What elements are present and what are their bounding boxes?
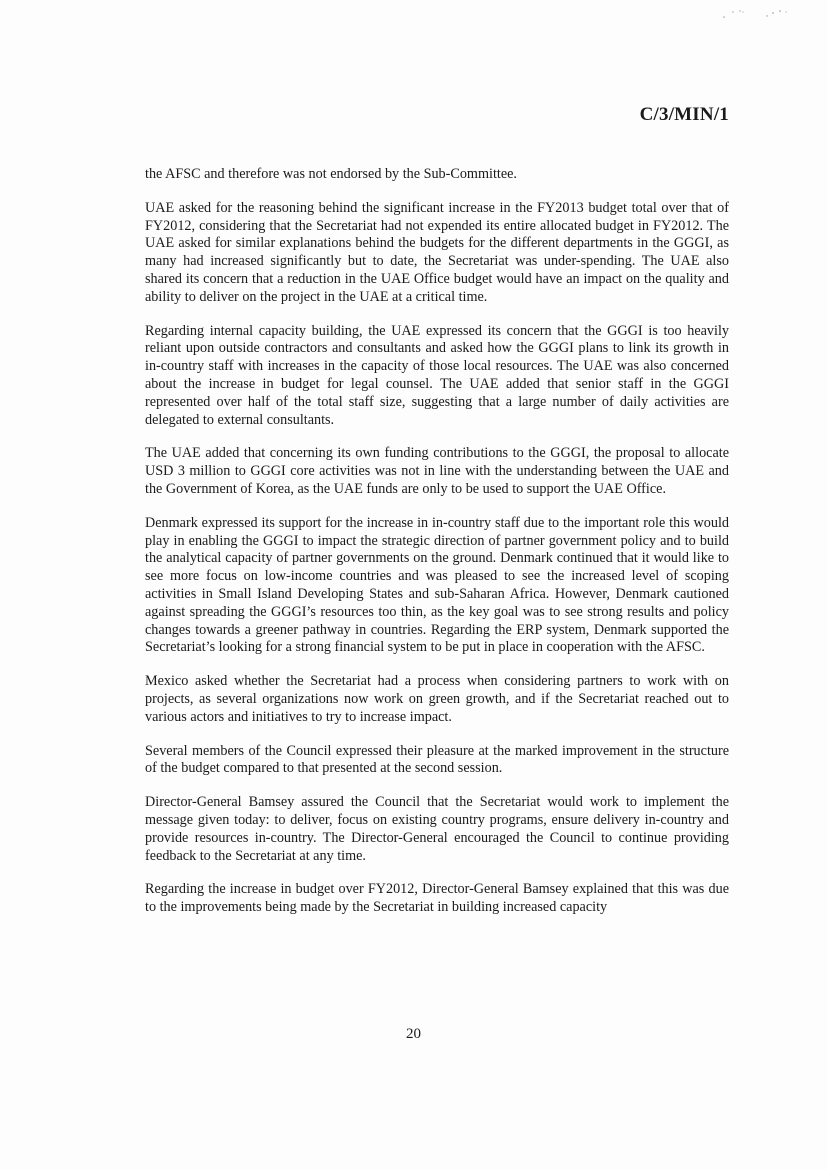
- page-number: 20: [406, 1026, 421, 1042]
- paragraph: Denmark expressed its support for the increase in in-country staff due to the important role this would play in enabling the GGGI to impact the strategic direction of partner government policy and to build the analytical capacity of partner governments on the ground. Denmark continued that it would like to see more focus on low-income countries and was pleased to see the increased level of scoping activities in Small Island Developing States and sub-Saharan Africa. However, Denmark cautioned against spreading the GGGI’s resources too thin, as the key goal was to see strong results and policy changes towards a greener pathway in countries. Regarding the ERP system, Denmark supported the Secretariat’s looking for a strong financial system to be put in place in cooperation with the AFSC.: [145, 514, 729, 656]
- paragraph: Director-General Bamsey assured the Council that the Secretariat would work to implement the message given today: to deliver, focus on existing country programs, ensure delivery in-country and provide resources in-country. The Director-General encouraged the Council to continue providing feedback to the Secretariat at any time.: [145, 794, 729, 864]
- paragraph: Several members of the Council expressed their pleasure at the marked improvement in the structure of the budget compared to that presented at the second session.: [145, 742, 729, 777]
- paragraph: Regarding internal capacity building, the UAE expressed its concern that the GGGI is too heavily reliant upon outside contractors and consultants and asked how the GGGI plans to link its growth in in-country staff with increases in the capacity of those local resources. The UAE was also concerned about the increase in budget for legal counsel. The UAE added that senior staff in the GGGI represented over half of the total staff size, suggesting that a large number of daily activities are delegated to external consultants.: [145, 322, 729, 428]
- paragraph: Mexico asked whether the Secretariat had a process when considering partners to work with on projects, as several organizations now work on green growth, and if the Secretariat reached out to various actors and initiatives to try to increase impact.: [145, 673, 729, 725]
- paragraph: Regarding the increase in budget over FY2012, Director-General Bamsey explained that this was due to the improvements being made by the Secretariat in building increased capacity: [145, 881, 729, 916]
- paragraph: the AFSC and therefore was not endorsed by the Sub-Committee.: [145, 166, 517, 182]
- scan-specks: [718, 6, 798, 22]
- paragraph: The UAE added that concerning its own funding contributions to the GGGI, the proposal to allocate USD 3 million to GGGI core activities was not in line with the understanding between the UAE and the Government of Korea, as the UAE funds are only to be used to support the UAE Office.: [145, 445, 729, 497]
- document-code: C/3/MIN/1: [639, 104, 729, 125]
- paragraph: UAE asked for the reasoning behind the significant increase in the FY2013 budget total over that of FY2012, considering that the Secretariat had not expended its entire allocated budget in FY2012. The UAE asked for similar explanations behind the budgets for the different departments in the GGGI, as many had increased significantly but to date, the Secretariat was under-spending. The UAE also shared its concern that a reduction in the UAE Office budget would have an impact on the quality and ability to deliver on the project in the UAE at a critical time.: [145, 199, 729, 305]
- document-body: [145, 166, 729, 933]
